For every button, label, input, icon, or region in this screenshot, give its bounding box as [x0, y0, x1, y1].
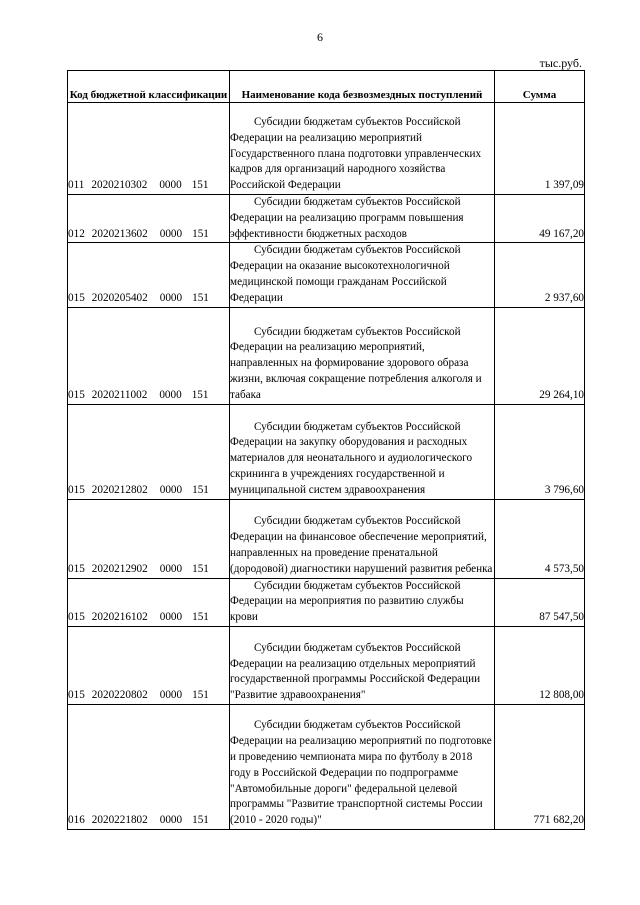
budget-code-part: 151 [191, 388, 209, 401]
table-row [68, 195, 585, 243]
table-row [68, 103, 585, 195]
budget-code-part: 2020210302 [91, 179, 148, 192]
budget-code-part: 2020216102 [91, 611, 148, 624]
budget-code-part: 0000 [159, 291, 183, 304]
budget-code-part: 0000 [159, 388, 182, 401]
revenue-name-first-line: Субсидии бюджетам субъектов Российской [254, 579, 461, 592]
budget-code-cell [68, 243, 230, 307]
budget-code-cell [68, 307, 230, 404]
budget-code-part: 015 [68, 388, 85, 401]
units-label: тыс.руб. [539, 56, 582, 70]
table-row [68, 404, 585, 499]
revenue-name-first-line: Субсидии бюджетам субъектов Российской [254, 196, 461, 208]
revenue-name-first-line: Субсидии бюджетам субъектов Российской [254, 420, 461, 433]
revenue-name-cell [230, 103, 495, 195]
table-row [68, 626, 585, 704]
budget-code-part: 0000 [159, 483, 183, 496]
budget-code-part: 012 [68, 227, 85, 240]
revenue-name-cell [230, 404, 495, 499]
budget-code-part: 016 [68, 814, 85, 827]
budget-code-part: 2020205402 [91, 291, 148, 304]
budget-code-cell [68, 499, 230, 578]
sum-cell: 87 547,50 [495, 578, 585, 626]
revenue-name-first-line: Субсидии бюджетам субъектов Российской [254, 325, 461, 338]
budget-code-part: 151 [192, 689, 209, 702]
revenue-name-first-line: Субсидии бюджетам субъектов Российской [254, 719, 461, 732]
revenue-name-cell [230, 243, 495, 307]
sum-cell: 29 264,10 [495, 307, 585, 404]
budget-code-part: 011 [68, 179, 85, 192]
budget-code-cell [68, 578, 230, 626]
budget-code-cell [68, 626, 230, 704]
budget-code-part: 0000 [159, 179, 182, 192]
sum-cell: 2 937,60 [495, 243, 585, 307]
table-row [68, 578, 585, 626]
budget-code-part: 151 [192, 227, 209, 240]
budget-code-cell [68, 195, 230, 243]
revenue-name-rest: Федерации на закупку оборудования и расходных материалов для неонатального и аудиологического скрининга в учреждениях государственной и муниципальной систем здравоохранения [230, 436, 473, 496]
sum-cell: 4 573,50 [495, 499, 585, 578]
table-header-row [68, 71, 585, 103]
table-row [68, 307, 585, 404]
sum-cell: 12 808,00 [495, 626, 585, 704]
sum-cell: 771 682,20 [495, 704, 585, 829]
revenue-name-cell [230, 499, 495, 578]
revenue-name-cell [230, 307, 495, 404]
budget-code-part: 0000 [159, 814, 183, 827]
revenue-name-cell [230, 578, 495, 626]
budget-table [67, 70, 585, 830]
budget-code-part: 015 [68, 562, 85, 575]
revenue-name-rest: Федерации на реализацию программ повышения эффективности бюджетных расходов [230, 211, 464, 240]
header-sum: Сумма [495, 71, 585, 103]
budget-code-part: 2020221802 [91, 814, 148, 827]
revenue-name-rest: Федерации на мероприятия по развитию службы крови [230, 595, 464, 624]
budget-code-cell [68, 103, 230, 195]
budget-code-cell [68, 704, 230, 829]
revenue-name-cell [230, 626, 495, 704]
budget-code-part: 151 [192, 483, 209, 496]
budget-code-part: 151 [191, 179, 209, 192]
budget-code-part: 015 [68, 483, 85, 496]
table-row [68, 243, 585, 307]
revenue-name-rest: Федерации на реализацию отдельных мероприятий государственной программы Российской Федерации "Развитие здравоохранения" [230, 657, 481, 702]
budget-code-part: 2020211002 [91, 388, 148, 401]
budget-code-part: 151 [192, 814, 209, 827]
budget-code-part: 2020212802 [91, 483, 148, 496]
budget-code-part: 2020220802 [91, 689, 148, 702]
revenue-name-rest: Федерации на финансовое обеспечение мероприятий, направленных на проведение пренатальной (дородовой) диагностики нарушений развития ребенка [230, 531, 493, 575]
revenue-name-rest: Федерации на реализацию мероприятий, направленных на формирование здорового образа жизни, включая сокращение потребления алкоголя и табака [230, 341, 482, 401]
budget-code-part: 015 [68, 291, 85, 304]
sum-cell: 49 167,20 [495, 195, 585, 243]
revenue-name-rest: Федерации на реализацию мероприятий по подготовке и проведению чемпионата мира по футболу в 2018 году в Российской Федерации по подпрограмме "Автомобильные дороги" федеральной целевой программы "Развитие транспортной системы России (2010 - 2020 годы)" [230, 735, 492, 827]
budget-code-part: 151 [192, 611, 209, 624]
revenue-name-first-line: Субсидии бюджетам субъектов Российской [254, 515, 461, 528]
budget-code-cell [68, 404, 230, 499]
budget-code-part: 015 [68, 611, 85, 624]
revenue-name-first-line: Субсидии бюджетам субъектов Российской [254, 641, 461, 654]
header-code: Код бюджетной классификации [68, 71, 230, 103]
table-row [68, 499, 585, 578]
page-number: 6 [317, 30, 323, 44]
header-name: Наименование кода безвозмездных поступлений [230, 71, 495, 103]
budget-code-part: 151 [192, 291, 209, 304]
budget-code-part: 0000 [159, 227, 183, 240]
revenue-name-first-line: Субсидии бюджетам субъектов Российской [254, 116, 461, 129]
budget-code-part: 151 [192, 562, 209, 575]
budget-code-part: 2020212902 [91, 562, 148, 575]
budget-code-part: 0000 [159, 689, 183, 702]
budget-code-part: 2020213602 [91, 227, 148, 240]
revenue-name-cell [230, 704, 495, 829]
budget-code-part: 0000 [159, 611, 183, 624]
revenue-name-rest: Федерации на реализацию мероприятий Государственного плана подготовки управленческих кадров для организаций народного хозяйства Российской Федерации [230, 131, 482, 192]
sum-cell: 3 796,60 [495, 404, 585, 499]
sum-cell: 1 397,09 [495, 103, 585, 195]
revenue-name-rest: Федерации на оказание высокотехнологичной медицинской помощи гражданам Российской Федерации [230, 260, 450, 304]
budget-code-part: 015 [68, 689, 85, 702]
table-row [68, 704, 585, 829]
revenue-name-cell [230, 195, 495, 243]
budget-code-part: 0000 [159, 562, 183, 575]
revenue-name-first-line: Субсидии бюджетам субъектов Российской [254, 244, 461, 257]
